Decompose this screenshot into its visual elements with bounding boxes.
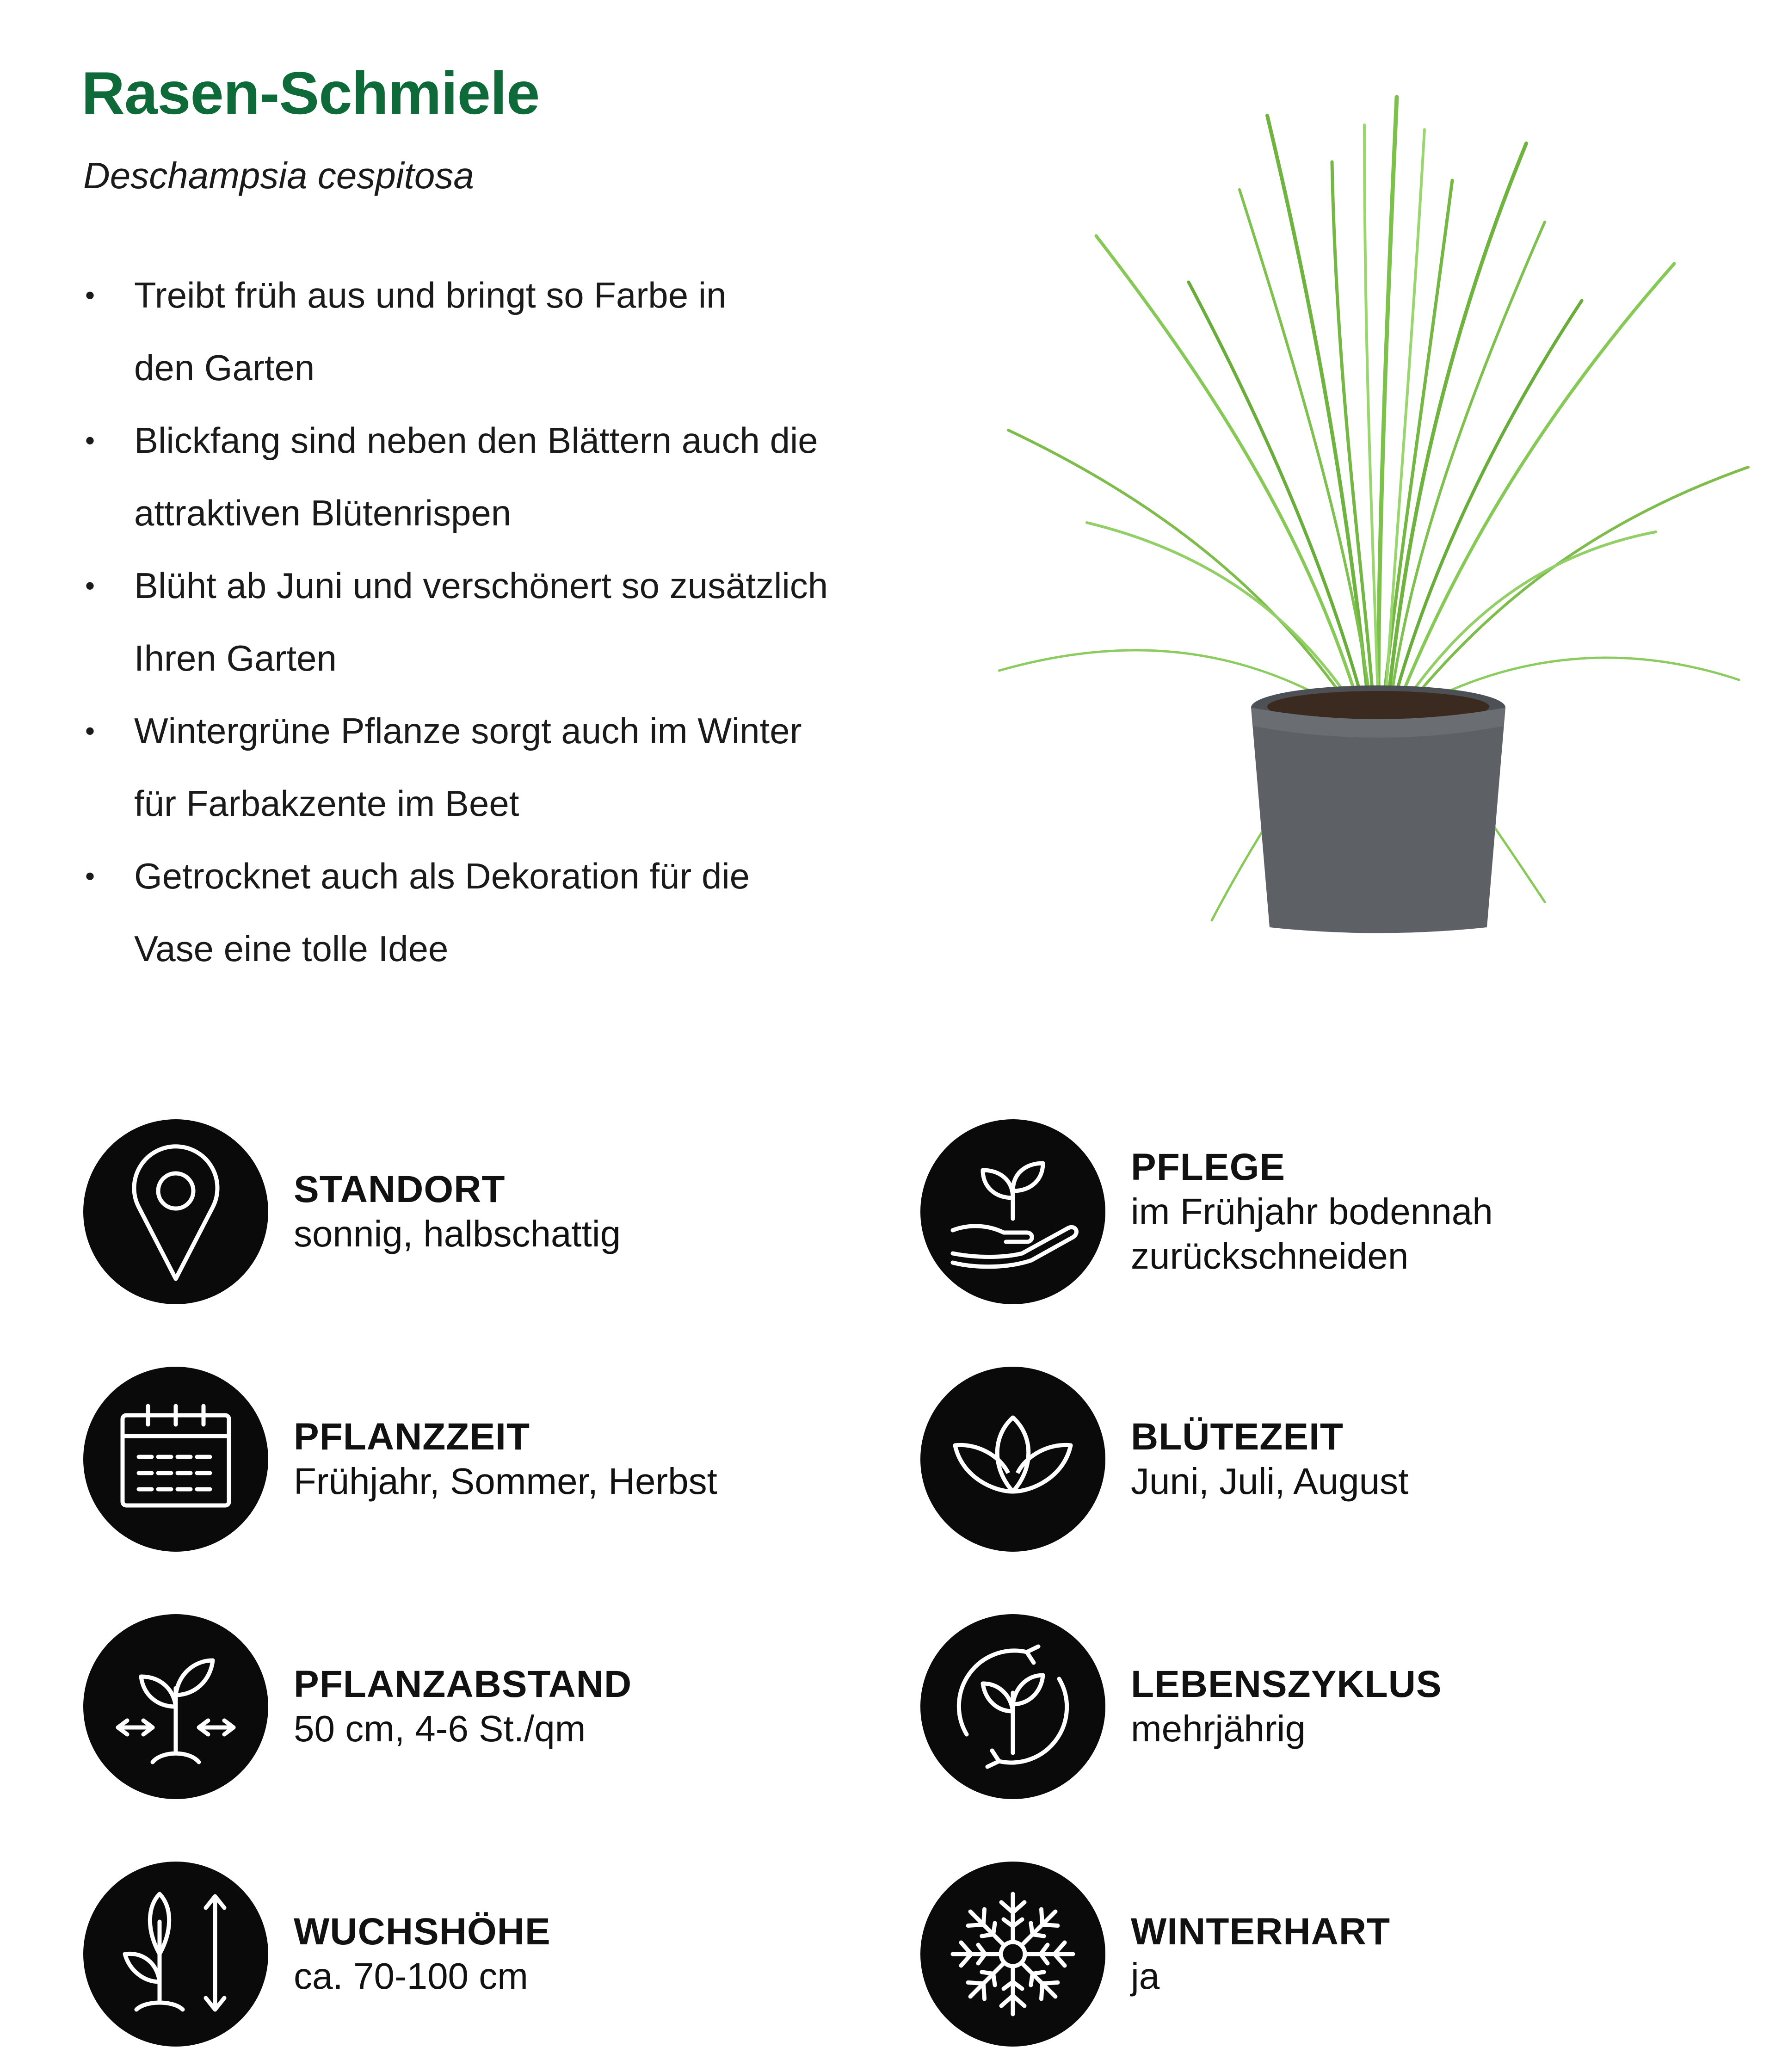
feature-label: WUCHSHÖHE xyxy=(294,1911,551,1953)
sprout-in-hand-icon xyxy=(920,1119,1105,1304)
feature-label: LEBENSZYKLUS xyxy=(1131,1663,1442,1705)
page-title: Rasen-Schmiele xyxy=(81,59,540,127)
feature-value: im Frühjahr bodennah xyxy=(1131,1191,1493,1232)
plant-spacing-icon xyxy=(83,1614,268,1799)
list-item: • Getrocknet auch als Dekoration für die Vase eine tolle Idee xyxy=(85,856,750,969)
feature-value: Juni, Juli, August xyxy=(1131,1461,1409,1502)
feature-value: 50 cm, 4-6 St./qm xyxy=(294,1708,586,1749)
list-item: • Blickfang sind neben den Blättern auch die attraktiven Blütenrispen xyxy=(85,420,818,533)
feature-value: sonnig, halbschattig xyxy=(294,1213,621,1254)
feature-label: PFLANZABSTAND xyxy=(294,1663,632,1705)
feature-value: ja xyxy=(1131,1955,1160,1997)
plant-pot xyxy=(1251,685,1505,933)
feature-pflanzzeit xyxy=(83,1367,906,1552)
feature-value-line2: zurückschneiden xyxy=(1131,1235,1409,1276)
feature-value: Frühjahr, Sommer, Herbst xyxy=(294,1461,717,1502)
lotus-flower-icon xyxy=(920,1367,1105,1552)
calendar-icon xyxy=(83,1367,268,1552)
feature-pflanzabstand xyxy=(83,1614,906,1799)
plant-image xyxy=(980,69,1758,939)
feature-pflege xyxy=(920,1119,1744,1304)
feature-standort xyxy=(83,1119,906,1304)
latin-name: Deschampsia cespitosa xyxy=(83,155,474,196)
list-item: • Wintergrüne Pflanze sorgt auch im Winter für Farbakzente im Beet xyxy=(85,710,802,824)
feature-lebenszyklus xyxy=(920,1614,1744,1799)
list-item: • Blüht ab Juni und verschönert so zusätzlich Ihren Garten xyxy=(85,565,828,678)
feature-bluetezeit xyxy=(920,1367,1744,1552)
feature-value: mehrjährig xyxy=(1131,1708,1306,1749)
feature-label: STANDORT xyxy=(294,1168,506,1210)
feature-wuchshoehe xyxy=(83,1862,906,2047)
snowflake-icon xyxy=(920,1862,1105,2047)
feature-label: WINTERHART xyxy=(1131,1911,1391,1953)
feature-label: PFLANZZEIT xyxy=(294,1416,530,1458)
feature-value: ca. 70-100 cm xyxy=(294,1955,528,1997)
plant-cycle-icon xyxy=(920,1614,1105,1799)
feature-bullet-list xyxy=(79,259,957,985)
list-item: • Treibt früh aus und bringt so Farbe in den Garten xyxy=(85,275,727,388)
feature-winterhart xyxy=(920,1862,1744,2047)
location-pin-icon xyxy=(83,1119,268,1304)
feature-label: PFLEGE xyxy=(1131,1146,1286,1188)
plant-height-icon xyxy=(83,1862,268,2047)
feature-label: BLÜTEZEIT xyxy=(1131,1416,1344,1458)
